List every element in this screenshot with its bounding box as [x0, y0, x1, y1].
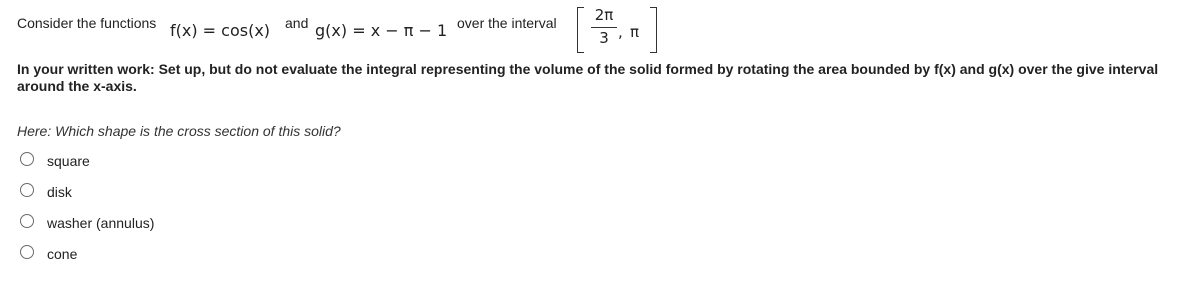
option-label[interactable]: disk — [47, 184, 72, 200]
option-label[interactable]: square — [47, 153, 90, 169]
interval-expression — [577, 5, 677, 57]
left-bracket — [577, 7, 584, 53]
right-bracket — [650, 7, 657, 53]
option-label[interactable]: washer (annulus) — [47, 215, 155, 231]
question-prompt: Here: Which shape is the cross section of this solid? — [17, 123, 341, 139]
and-text: and — [285, 15, 309, 31]
radio-button[interactable] — [20, 183, 34, 197]
problem-line — [17, 5, 1187, 57]
intro-text: Consider the functions — [17, 15, 157, 31]
f-function: f(x) = cos(x) — [170, 21, 271, 40]
option-label[interactable]: cone — [47, 246, 78, 262]
radio-button[interactable] — [20, 245, 34, 259]
fraction-denominator: 3 — [599, 29, 609, 47]
interval-text: over the interval — [457, 15, 557, 31]
fraction-numerator: 2π — [594, 6, 614, 24]
interval-comma: , — [618, 23, 623, 41]
lower-bound-fraction — [591, 6, 617, 48]
fraction-bar — [591, 27, 617, 28]
radio-button[interactable] — [20, 152, 34, 166]
g-function: g(x) = x − π − 1 — [315, 21, 448, 40]
problem-statement — [17, 5, 1187, 57]
radio-button[interactable] — [20, 214, 34, 228]
upper-bound: π — [630, 23, 640, 41]
instructions-text: In your written work: Set up, but do not evaluate the integral representing the volume of the solid formed by rotating the area bounded by f(x) and g(x) over the give interval around the x-axis. — [17, 61, 1159, 94]
